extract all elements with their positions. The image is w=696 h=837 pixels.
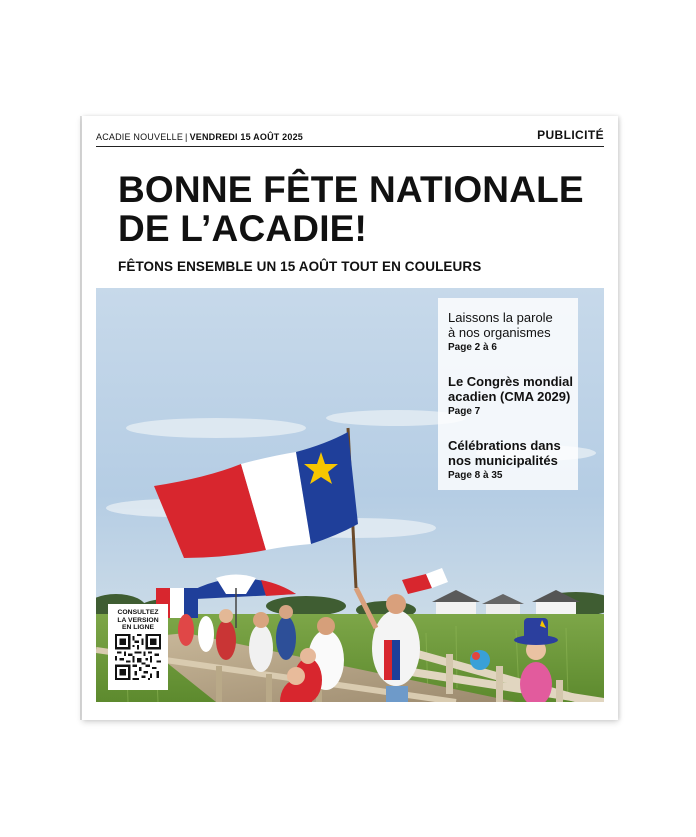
masthead-info — [96, 132, 303, 142]
toc-item-title — [448, 310, 576, 340]
section-label: PUBLICITÉ — [537, 128, 604, 142]
qr-label-line: LA VERSION — [117, 616, 159, 624]
toc-item[interactable] — [448, 438, 576, 481]
toc-item-title-line: Le Congrès mondial — [448, 374, 573, 389]
publication-date: VENDREDI 15 AOÛT 2025 — [189, 132, 303, 142]
toc-item-title — [448, 374, 576, 404]
table-of-contents — [438, 298, 578, 490]
toc-item-pages: Page 8 à 35 — [448, 470, 503, 481]
toc-item-title-line: Laissons la parole — [448, 310, 553, 325]
toc-item-pages: Page 7 — [448, 406, 481, 417]
cover-subtitle: FÊTONS ENSEMBLE UN 15 AOÛT TOUT EN COULEURS — [118, 259, 482, 274]
magazine-cover — [82, 116, 618, 720]
qr-label-line: EN LIGNE — [121, 624, 155, 632]
qr-online-version[interactable] — [108, 604, 168, 690]
toc-item-title — [448, 438, 576, 468]
toc-item[interactable] — [448, 374, 576, 417]
publication-name: ACADIE NOUVELLE — [96, 132, 184, 142]
toc-item-title-line: à nos organismes — [448, 325, 551, 340]
toc-item-title-line: nos municipalités — [448, 453, 558, 468]
qr-label — [108, 609, 168, 632]
toc-item-title-line: acadien (CMA 2029) — [448, 389, 571, 404]
toc-item-title-line: Célébrations dans — [448, 438, 561, 453]
cover-title — [118, 170, 598, 248]
qr-label-line: CONSULTEZ — [117, 609, 159, 616]
cover-title-line-1: BONNE FÊTE NATIONALE — [118, 169, 584, 210]
qr-code-icon[interactable] — [115, 634, 161, 680]
masthead-bar — [96, 128, 604, 147]
toc-item[interactable] — [448, 310, 576, 353]
masthead-separator: | — [185, 132, 188, 142]
toc-item-pages: Page 2 à 6 — [448, 342, 497, 353]
cover-title-line-2: DE L’ACADIE! — [118, 208, 368, 249]
